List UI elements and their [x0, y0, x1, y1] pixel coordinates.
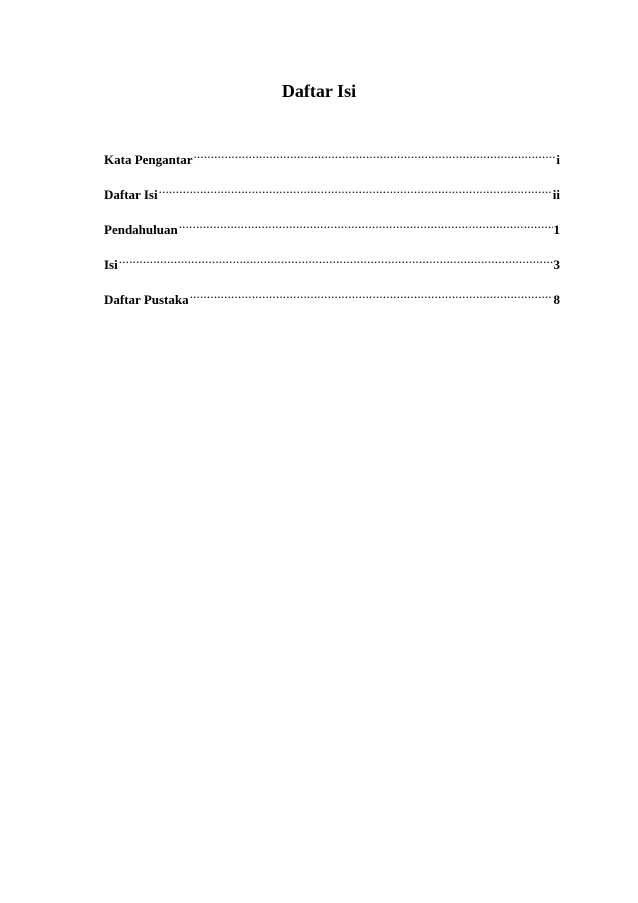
toc-entry-label: Pendahuluan: [104, 222, 178, 237]
toc-dot-leader: [119, 249, 553, 269]
toc-entry-daftar-pustaka: [104, 284, 560, 319]
toc-entry-page-number: 1: [553, 222, 560, 237]
toc-entry-label: Kata Pengantar: [104, 152, 193, 167]
toc-dot-leader: [179, 214, 553, 234]
toc-entry-page-number: ii: [552, 187, 560, 202]
toc-entry-isi: [104, 249, 560, 284]
toc-entry-label: Isi: [104, 257, 118, 272]
toc-entry-kata-pengantar: [104, 144, 560, 179]
toc-dot-leader: [159, 179, 552, 199]
toc-entry-label: Daftar Isi: [104, 187, 158, 202]
toc-dot-leader: [193, 144, 555, 164]
toc-entry-page-number: i: [556, 152, 560, 167]
toc-entry-page-number: 8: [553, 292, 560, 307]
toc-entry-page-number: 3: [553, 257, 560, 272]
toc-dot-leader: [190, 284, 553, 304]
toc-entry-label: Daftar Pustaka: [104, 292, 189, 307]
table-of-contents: [104, 144, 560, 319]
page-title: Daftar Isi: [281, 81, 357, 101]
toc-entry-daftar-isi: [104, 179, 560, 214]
toc-entry-pendahuluan: [104, 214, 560, 249]
